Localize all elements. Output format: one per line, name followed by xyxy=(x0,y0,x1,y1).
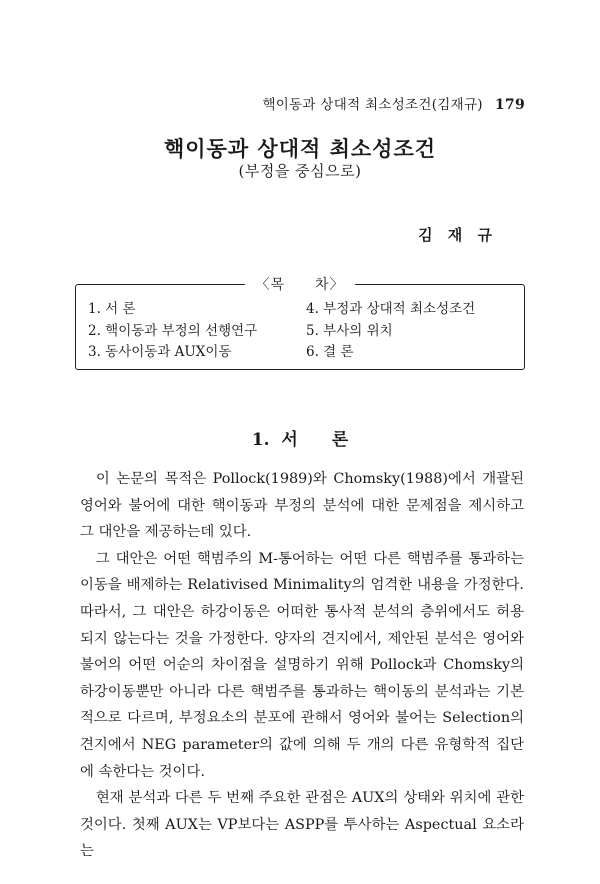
body-text xyxy=(80,466,524,865)
page-number: 179 xyxy=(494,97,525,113)
toc-item: 1. 서 론 xyxy=(88,301,136,317)
paragraph: 이 논문의 목적은 Pollock(1989)와 Chomsky(1988)에서 개괄된 영어와 불어에 대한 핵이동과 부정의 분석에 대한 문제점을 제시하고 그 대안을 제공하는데 있다. xyxy=(80,471,524,541)
toc-item: 6. 결 론 xyxy=(306,344,354,360)
running-header-title: 핵이동과 상대적 최소성조건(김재규) xyxy=(262,97,483,113)
toc-item: 3. 동사이동과 AUX이동 xyxy=(88,344,232,360)
paragraph: 그 대안은 어떤 핵범주의 M-통어하는 어떤 다른 핵범주를 통과하는 이동을 배제하는 Relativised Minimality의 엄격한 내용을 가정한다. 따라서, 그 대안은 하강이동은 어떠한 통사적 분석의 층위에서도 허용되지 않는다는 것을 가정한다. 양자의 견지에서, 제안된 분석은 영어와 불어의 어떤 어순의 차이점을 설명하기 위해 Pollock과 Chomsky의 하강이동뿐만 아니라 다른 핵범주를 통과하는 핵이동의 분석과는 기본적으로 다르며, 부정요소의 분포에 관해서 영어와 불어는 Selection의 견지에서 NEG parameter의 값에 의해 두 개의 다른 유형학적 집단에 속한다는 것이다. xyxy=(80,550,524,780)
toc-heading: 〈목 차〉 xyxy=(76,274,524,294)
toc-left-column xyxy=(88,299,257,364)
table-of-contents xyxy=(75,277,525,370)
article-title: 핵이동과 상대적 최소성조건 xyxy=(163,136,437,161)
toc-right-column xyxy=(306,299,475,364)
running-header xyxy=(262,93,525,113)
article-subtitle: (부정을 중심으로) xyxy=(238,162,362,180)
author-name: 김 재 규 xyxy=(418,226,492,244)
section-heading: 1. 서 론 xyxy=(251,430,349,450)
toc-item: 4. 부정과 상대적 최소성조건 xyxy=(306,301,476,317)
paragraph: 현재 분석과 다른 두 번째 주요한 관점은 AUX의 상태와 위치에 관한 것이다. 첫째 AUX는 VP보다는 ASPP를 투사하는 Aspectual 요소라는 xyxy=(80,790,524,860)
toc-item: 2. 핵이동과 부정의 선행연구 xyxy=(88,322,258,339)
toc-item: 5. 부사의 위치 xyxy=(306,322,393,339)
